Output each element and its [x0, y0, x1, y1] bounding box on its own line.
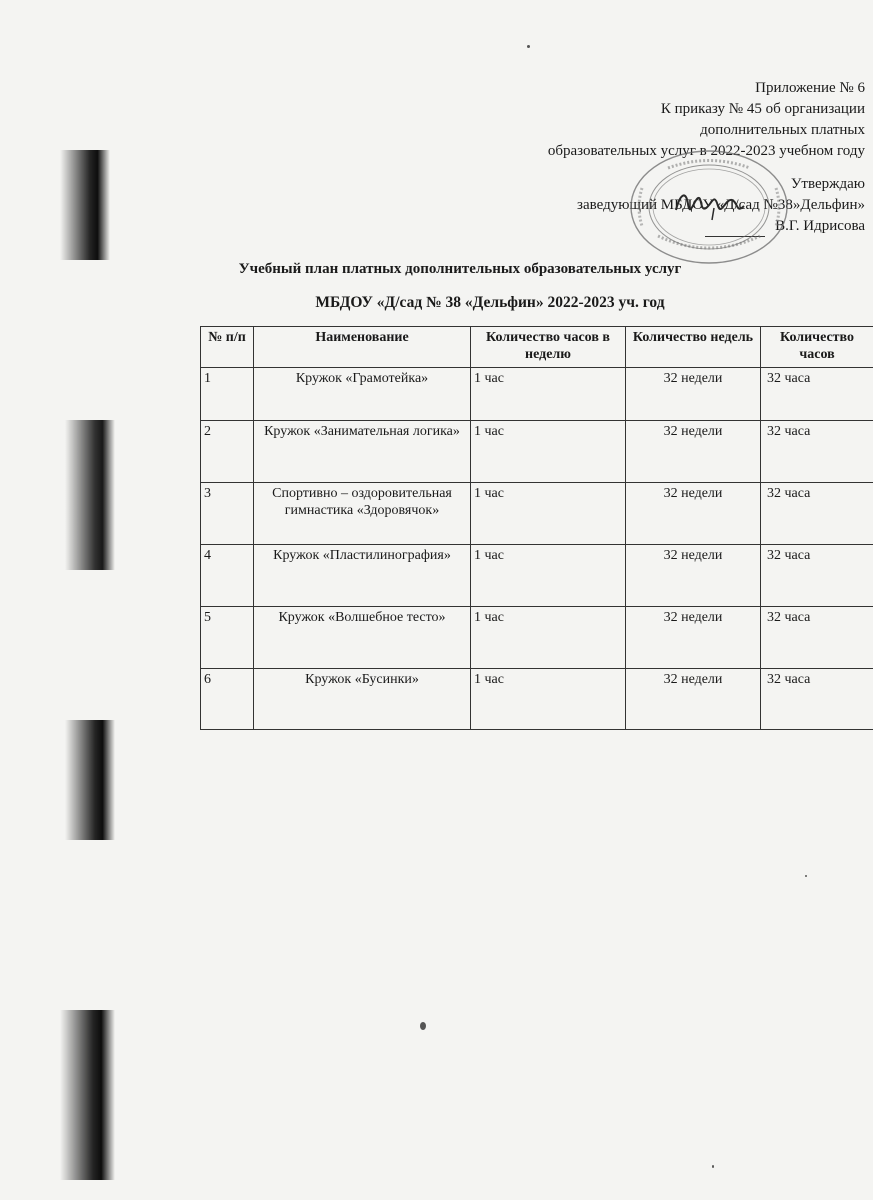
row-course-name: Кружок «Занимательная логика»: [254, 421, 471, 483]
row-weeks: 32 недели: [626, 607, 761, 669]
table-row: [201, 545, 873, 607]
scan-edge-shadow: [65, 720, 115, 840]
row-course-name: Кружок «Пластилинография»: [254, 545, 471, 607]
row-number: 1: [201, 368, 254, 421]
scan-speck: [420, 1022, 426, 1030]
table-row: [201, 421, 873, 483]
document-subtitle: МБДОУ «Д/сад № 38 «Дельфин» 2022-2023 уч. год: [315, 294, 665, 311]
row-course-name: Спортивно – оздоровительная гимнастика «Здоровячок»: [254, 483, 471, 545]
official-stamp: [628, 148, 790, 266]
row-total-hours: 32 часа: [761, 421, 873, 483]
row-hours-per-week: 1 час: [471, 545, 626, 607]
row-total-hours: 32 часа: [761, 607, 873, 669]
row-number: 5: [201, 607, 254, 669]
curriculum-table: [200, 326, 873, 730]
row-weeks: 32 недели: [626, 669, 761, 730]
column-header-hours-per-week: Количество часов в неделю: [471, 327, 626, 368]
table-row: [201, 368, 873, 421]
table-row: [201, 669, 873, 730]
scan-edge-shadow: [60, 150, 110, 260]
row-hours-per-week: 1 час: [471, 368, 626, 421]
row-weeks: 32 недели: [626, 483, 761, 545]
column-header-name: Наименование: [254, 327, 471, 368]
row-weeks: 32 недели: [626, 368, 761, 421]
approver-name: В.Г. Идрисова: [775, 218, 865, 234]
row-total-hours: 32 часа: [761, 368, 873, 421]
row-total-hours: 32 часа: [761, 545, 873, 607]
row-number: 6: [201, 669, 254, 730]
column-header-number: № п/п: [201, 327, 254, 368]
row-hours-per-week: 1 час: [471, 421, 626, 483]
table-header-row: [201, 327, 873, 368]
column-header-weeks: Количество недель: [626, 327, 761, 368]
appendix-number: Приложение № 6: [755, 80, 865, 96]
row-number: 3: [201, 483, 254, 545]
scan-edge-shadow: [65, 420, 115, 570]
row-number: 4: [201, 545, 254, 607]
row-hours-per-week: 1 час: [471, 669, 626, 730]
row-course-name: Кружок «Волшебное тесто»: [254, 607, 471, 669]
order-subject-year: образовательных услуг в 2022-2023 учебном году: [547, 143, 865, 159]
table-row: [201, 607, 873, 669]
scan-speck: [527, 45, 530, 48]
order-reference: К приказу № 45 об организации: [660, 101, 865, 117]
approve-label: Утверждаю: [790, 176, 865, 192]
order-subject: дополнительных платных: [700, 122, 865, 138]
scan-speck: [805, 875, 807, 877]
row-total-hours: 32 часа: [761, 483, 873, 545]
row-weeks: 32 недели: [626, 545, 761, 607]
scan-speck: [712, 1165, 714, 1168]
row-course-name: Кружок «Грамотейка»: [254, 368, 471, 421]
row-hours-per-week: 1 час: [471, 483, 626, 545]
table-row: [201, 483, 873, 545]
row-course-name: Кружок «Бусинки»: [254, 669, 471, 730]
row-number: 2: [201, 421, 254, 483]
column-header-total-hours: Количество часов: [761, 327, 873, 368]
row-weeks: 32 недели: [626, 421, 761, 483]
approver-role: заведующий МБДОУ «Д/сад №38»Дельфин»: [577, 197, 865, 213]
document-title: Учебный план платных дополнительных образовательных услуг: [238, 261, 682, 277]
scan-edge-shadow: [60, 1010, 115, 1180]
row-total-hours: 32 часа: [761, 669, 873, 730]
row-hours-per-week: 1 час: [471, 607, 626, 669]
